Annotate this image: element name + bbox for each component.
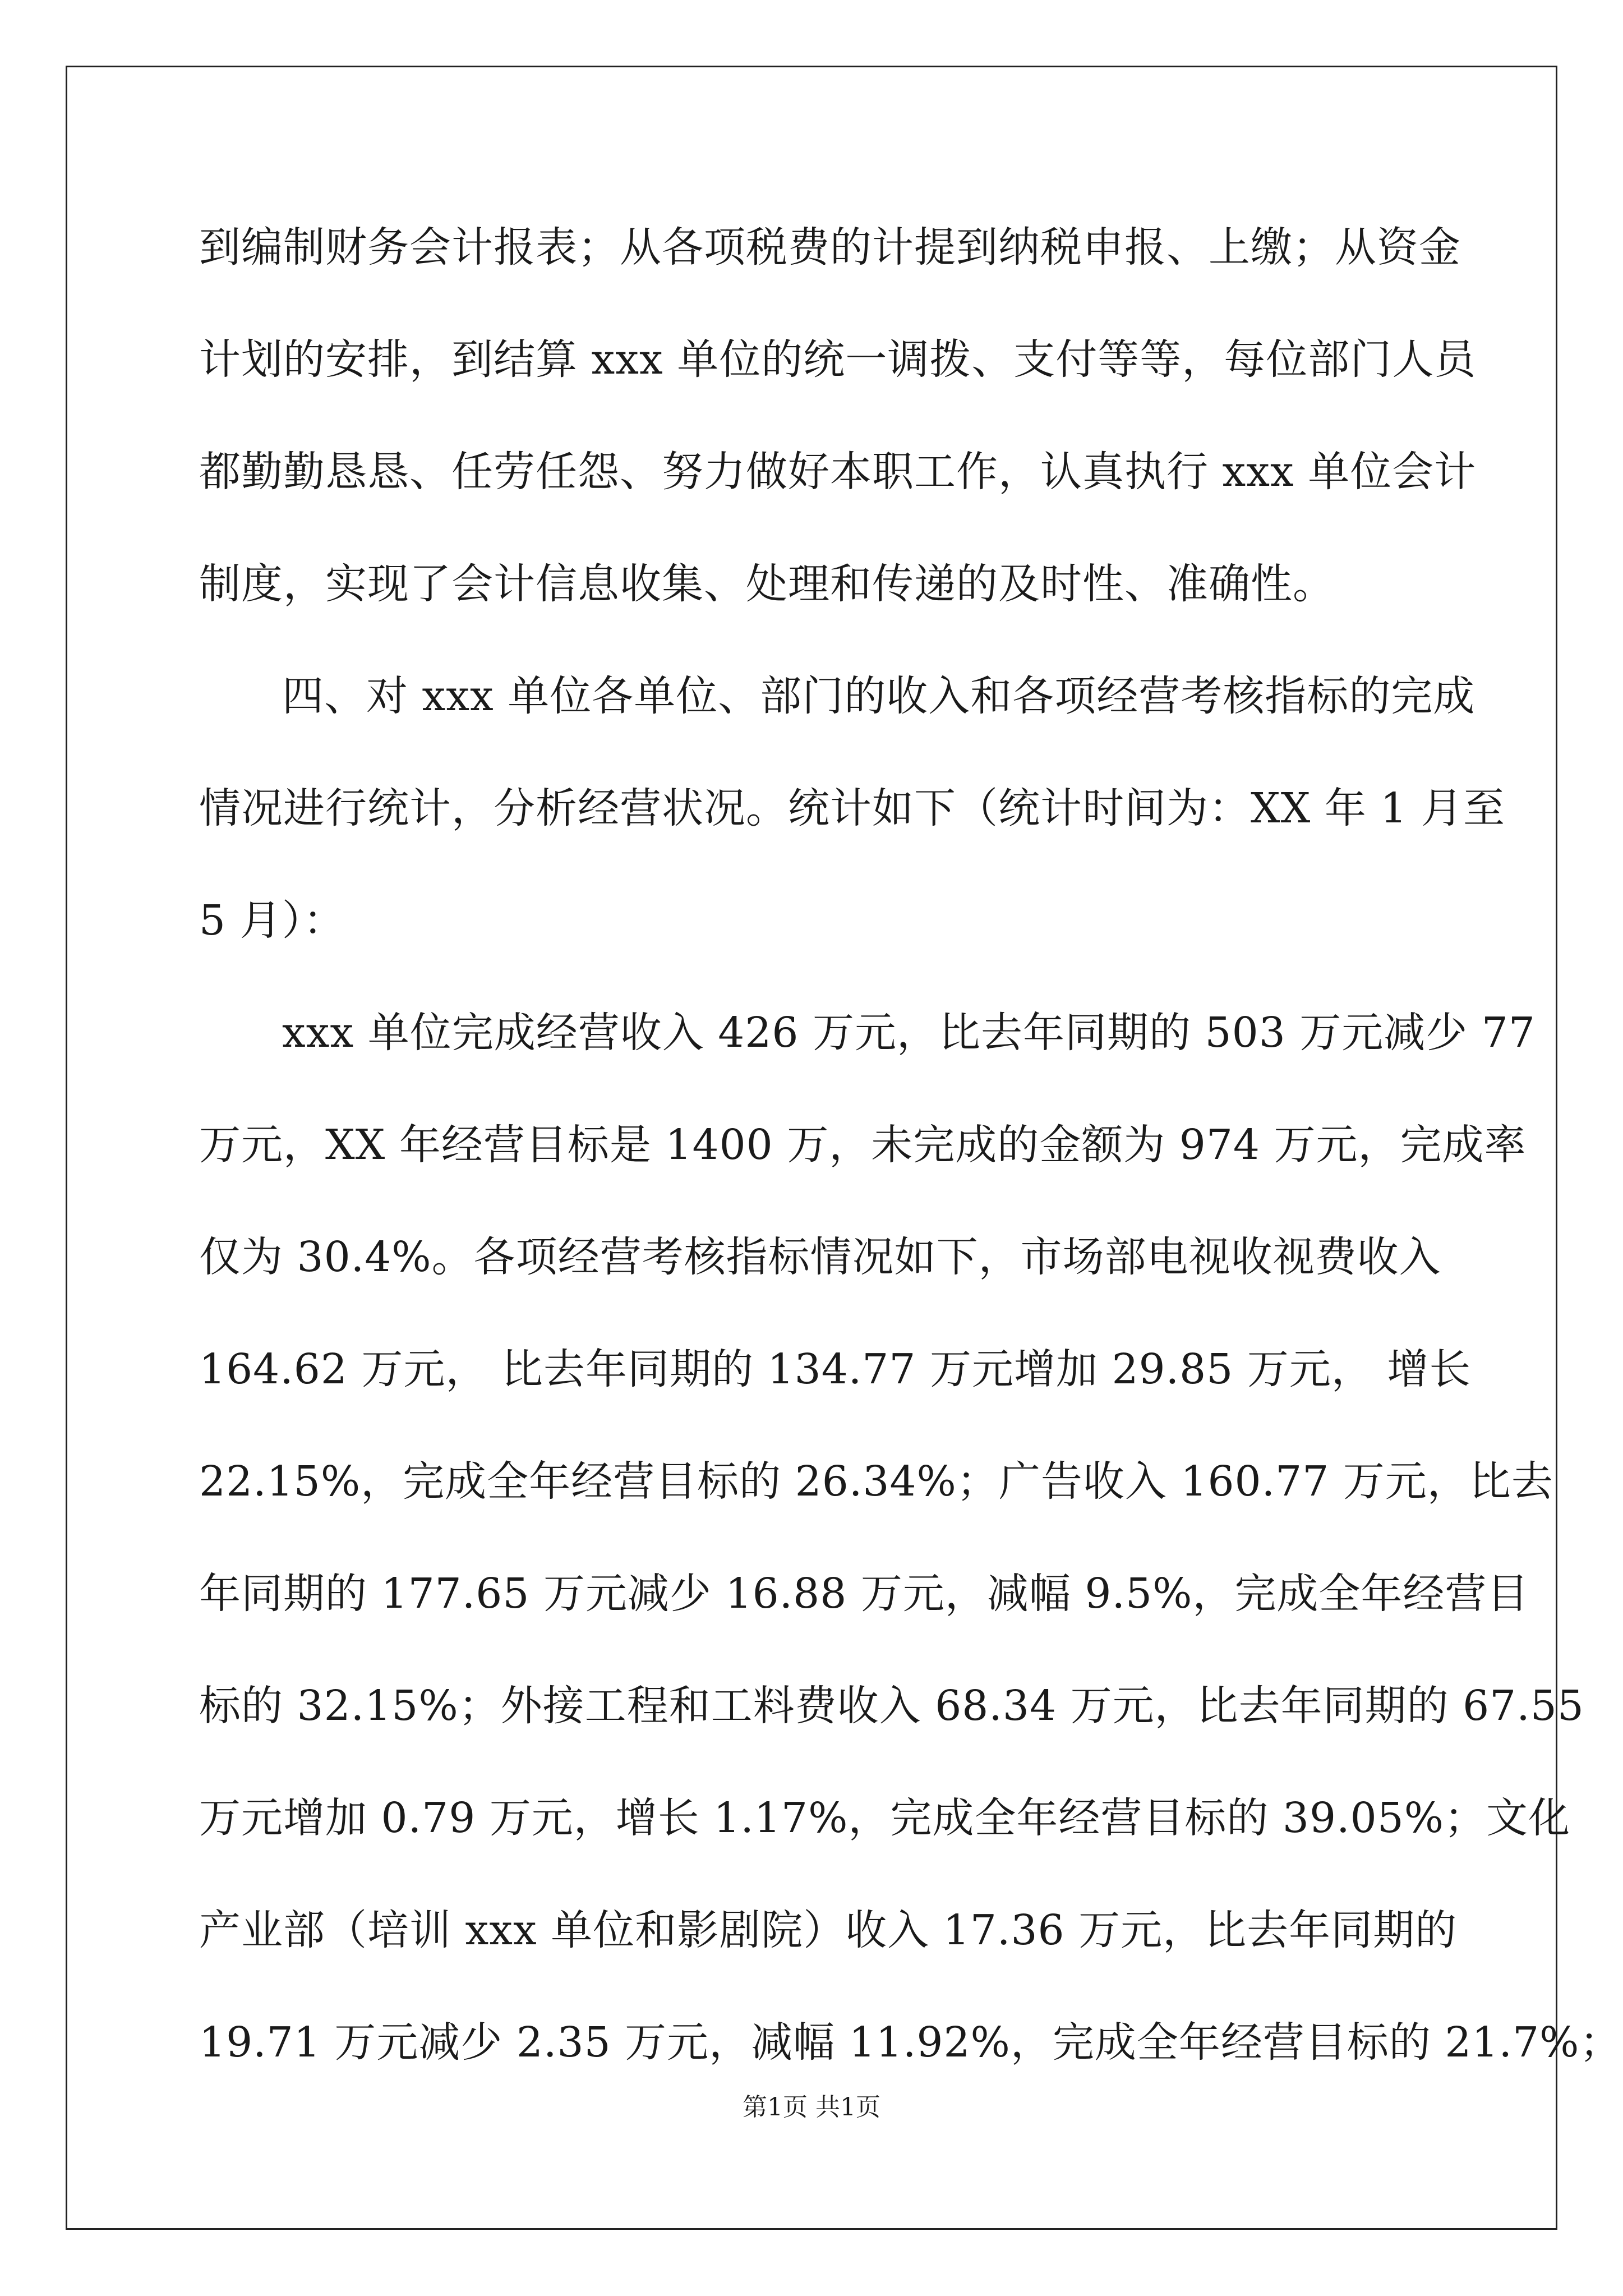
text-line: 仅为 30.4%。各项经营考核指标情况如下，市场部电视收视费收入 (199, 1233, 1441, 1281)
text-line: 22.15%，完成全年经营目标的 26.34%；广告收入 160.77 万元，比去 (199, 1457, 1553, 1506)
text-line: 5 月）： (199, 896, 345, 945)
text-line: 到编制财务会计报表；从各项税费的计提到纳税申报、上缴；从资金 (199, 223, 1461, 272)
text-line: 计划的安排，到结算 xxx 单位的统一调拨、支付等等，每位部门人员 (199, 335, 1477, 384)
paragraph-start-line: 四、对 xxx 单位各单位、部门的收入和各项经营考核指标的完成 (282, 672, 1476, 720)
text-line: 164.62 万元， 比去年同期的 134.77 万元增加 29.85 万元， 增长 (199, 1345, 1472, 1393)
text-line: 万元，XX 年经营目标是 1400 万，未完成的金额为 974 万元，完成率 (199, 1121, 1527, 1169)
paragraph-start-line: xxx 单位完成经营收入 426 万元，比去年同期的 503 万元减少 77 (282, 1009, 1536, 1057)
text-line: 制度，实现了会计信息收集、处理和传递的及时性、准确性。 (199, 560, 1335, 608)
text-line: 万元增加 0.79 万元，增长 1.17%，完成全年经营目标的 39.05%；文化 (199, 1794, 1571, 1842)
page-number-footer: 第1页 共1页 (743, 2093, 880, 2122)
text-line: 19.71 万元减少 2.35 万元，减幅 11.92%，完成全年经营目标的 21.7%； (199, 2018, 1622, 2067)
text-line: 标的 32.15%；外接工程和工料费收入 68.34 万元，比去年同期的 67.55 (199, 1682, 1584, 1730)
text-line: 情况进行统计，分析经营状况。统计如下（统计时间为：XX 年 1 月至 (199, 784, 1506, 832)
text-line: 产业部（培训 xxx 单位和影剧院）收入 17.36 万元，比去年同期的 (199, 1906, 1458, 1954)
text-line: 都勤勤恳恳、任劳任怨、努力做好本职工作，认真执行 xxx 单位会计 (199, 448, 1477, 496)
text-line: 年同期的 177.65 万元减少 16.88 万元，减幅 9.5%，完成全年经营目 (199, 1570, 1529, 1618)
